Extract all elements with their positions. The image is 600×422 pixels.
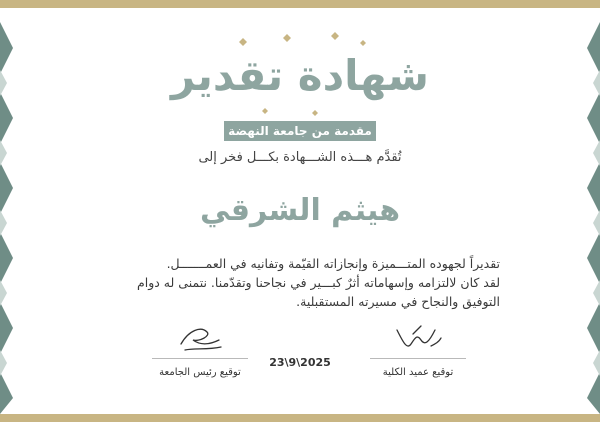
message-line: لقد كان لالتزامه وإسهاماته أثرٌ كبـــير في نجاحنا وتقدّمنا. نتمنى له دوام	[137, 275, 500, 290]
dean-signature-scribble	[391, 320, 445, 356]
president-signature-caption: توقيع رئيس الجامعة	[159, 367, 241, 378]
signature-line	[370, 358, 466, 359]
dean-signature-caption: توقيع عميد الكلية	[382, 367, 454, 378]
bottom-gold-border	[0, 414, 600, 422]
left-diamond-border	[0, 8, 24, 414]
signature-line	[152, 358, 248, 359]
issue-date: 23\9\2025	[269, 356, 331, 369]
top-gold-border	[0, 0, 600, 8]
president-signature-scribble	[175, 320, 225, 356]
svg-text:هيثم الشرقي: هيثم الشرقي	[200, 193, 400, 228]
president-signature-block	[140, 320, 260, 378]
dean-signature-block	[358, 320, 478, 378]
message-line: التوفيق والنجاح في مسيرته المستقبلية.	[296, 294, 500, 309]
svg-text:شهادة تقدير: شهادة تقدير	[171, 51, 429, 100]
certificate-title	[171, 24, 429, 120]
right-diamond-border	[576, 8, 600, 414]
appreciation-message	[100, 254, 500, 311]
message-line: تقديراً لجهوده المتـــميزة وإنجازاته القيّمة وتفانيه في العمـــــــل.	[166, 256, 500, 271]
intro-line: تُقدَّم هـــذه الشـــهادة بكـــل فخر إلى	[198, 150, 402, 165]
recipient-name	[200, 180, 400, 238]
issuer-badge: مقدمة من جامعة النهضة	[224, 121, 376, 141]
